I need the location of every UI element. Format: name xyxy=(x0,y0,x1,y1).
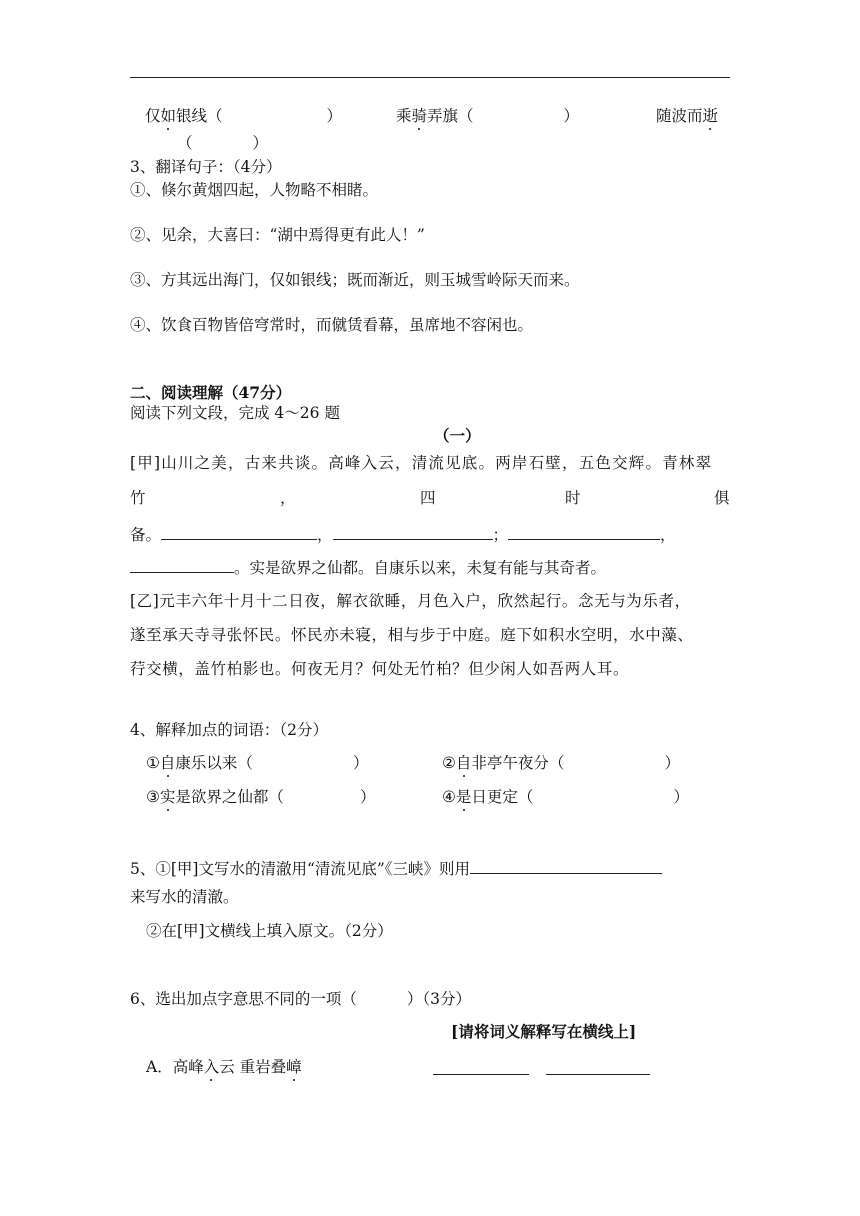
passage-yi-line-1: [乙]元丰六年十月十二日夜，解衣欲睡，月色入户，欣然起行。念无与为乐者， xyxy=(130,592,691,610)
q2-item-1: 仅如银线（ ） xyxy=(145,107,343,125)
fill-blank-2[interactable] xyxy=(333,523,493,540)
section-2-title: 二、阅读理解（47分） xyxy=(130,383,292,402)
q4-item-c: ③实是欲界之仙都（ ） xyxy=(146,788,376,806)
passage-jia-line-3: 备。 ， ； ， xyxy=(130,523,676,545)
dotted-char: 骑 xyxy=(411,107,428,125)
passage-yi-line-3: 荇交横，盖竹柏影也。何夜无月？何处无竹柏？但少闲人如吾两人耳。 xyxy=(130,660,630,678)
q6-note: [请将词义解释写在横线上] xyxy=(451,1022,637,1041)
dotted-char: 是 xyxy=(455,788,472,806)
q3-title: 3、翻译句子：（4分） xyxy=(130,158,282,176)
q5-answer-blank[interactable] xyxy=(470,857,662,874)
dotted-char: 逝 xyxy=(702,107,719,125)
dotted-char: 如 xyxy=(160,107,177,125)
section-2-instruction: 阅读下列文段，完成 4～26 题 xyxy=(130,404,340,422)
q5-line-2: 来写水的清澈。 xyxy=(130,888,239,906)
q4-item-a: ①自康乐以来（ ） xyxy=(146,754,369,772)
q6-option-a: A．高峰入云 重岩叠嶂 xyxy=(146,1058,302,1076)
passage-jia-line-1: [甲]山川之美，古来共谈。高峰入云，清流见底。两岸石壁，五色交辉。青林翠 xyxy=(130,454,713,472)
q2-item-3-parens: （ ） xyxy=(177,134,269,152)
passage-yi-line-2: 遂至承天寺寻张怀民。怀民亦未寝，相与步于中庭。庭下如积水空明，水中藻、 xyxy=(130,626,694,644)
q6-answer-blank-1[interactable] xyxy=(433,1058,529,1075)
q3-sentence-2: ②、见余，大喜曰：“湖中焉得更有此人！” xyxy=(130,226,425,244)
passage-jia-line-4: 。实是欲界之仙都。自康乐以来，未复有能与其奇者。 xyxy=(130,556,606,578)
fill-blank-1[interactable] xyxy=(161,523,317,540)
dotted-char: 嶂 xyxy=(286,1058,302,1076)
dotted-char: 实 xyxy=(159,788,176,806)
q4-title: 4、解释加点的词语：（2分） xyxy=(130,721,328,739)
q4-item-b: ②自非亭午夜分（ ） xyxy=(442,754,680,772)
dotted-char: 入 xyxy=(203,1058,220,1076)
fill-blank-3[interactable] xyxy=(508,523,660,540)
q5-line-3: ②在[甲]文横线上填入原文。（2分） xyxy=(146,922,393,940)
q4-item-d: ④是日更定（ ） xyxy=(442,788,689,806)
dotted-char: 自 xyxy=(455,754,472,772)
q2-item-3: 随波而逝 xyxy=(656,107,719,125)
q6-title: 6、选出加点字意思不同的一项（ ）（3分） xyxy=(130,990,471,1008)
q2-item-2: 乘骑弄旗（ ） xyxy=(396,107,580,125)
q5-line-1: 5、①[甲]文写水的清澈用“清流见底”《三峡》则用 xyxy=(130,857,662,879)
top-rule xyxy=(130,77,730,78)
fill-blank-4[interactable] xyxy=(130,556,234,573)
passage-subtitle: （一） xyxy=(434,426,481,445)
dotted-char: 自 xyxy=(159,754,176,772)
q3-sentence-4: ④、饮食百物皆倍穹常时，而僦赁看幕，虽席地不容闲也。 xyxy=(130,316,534,334)
q3-sentence-3: ③、方其远出海门，仅如银线；既而渐近，则玉城雪岭际天而来。 xyxy=(130,271,580,289)
q6-answer-blank-2[interactable] xyxy=(546,1058,650,1075)
q3-sentence-1: ①、倏尔黄烟四起，人物略不相睹。 xyxy=(130,181,379,199)
